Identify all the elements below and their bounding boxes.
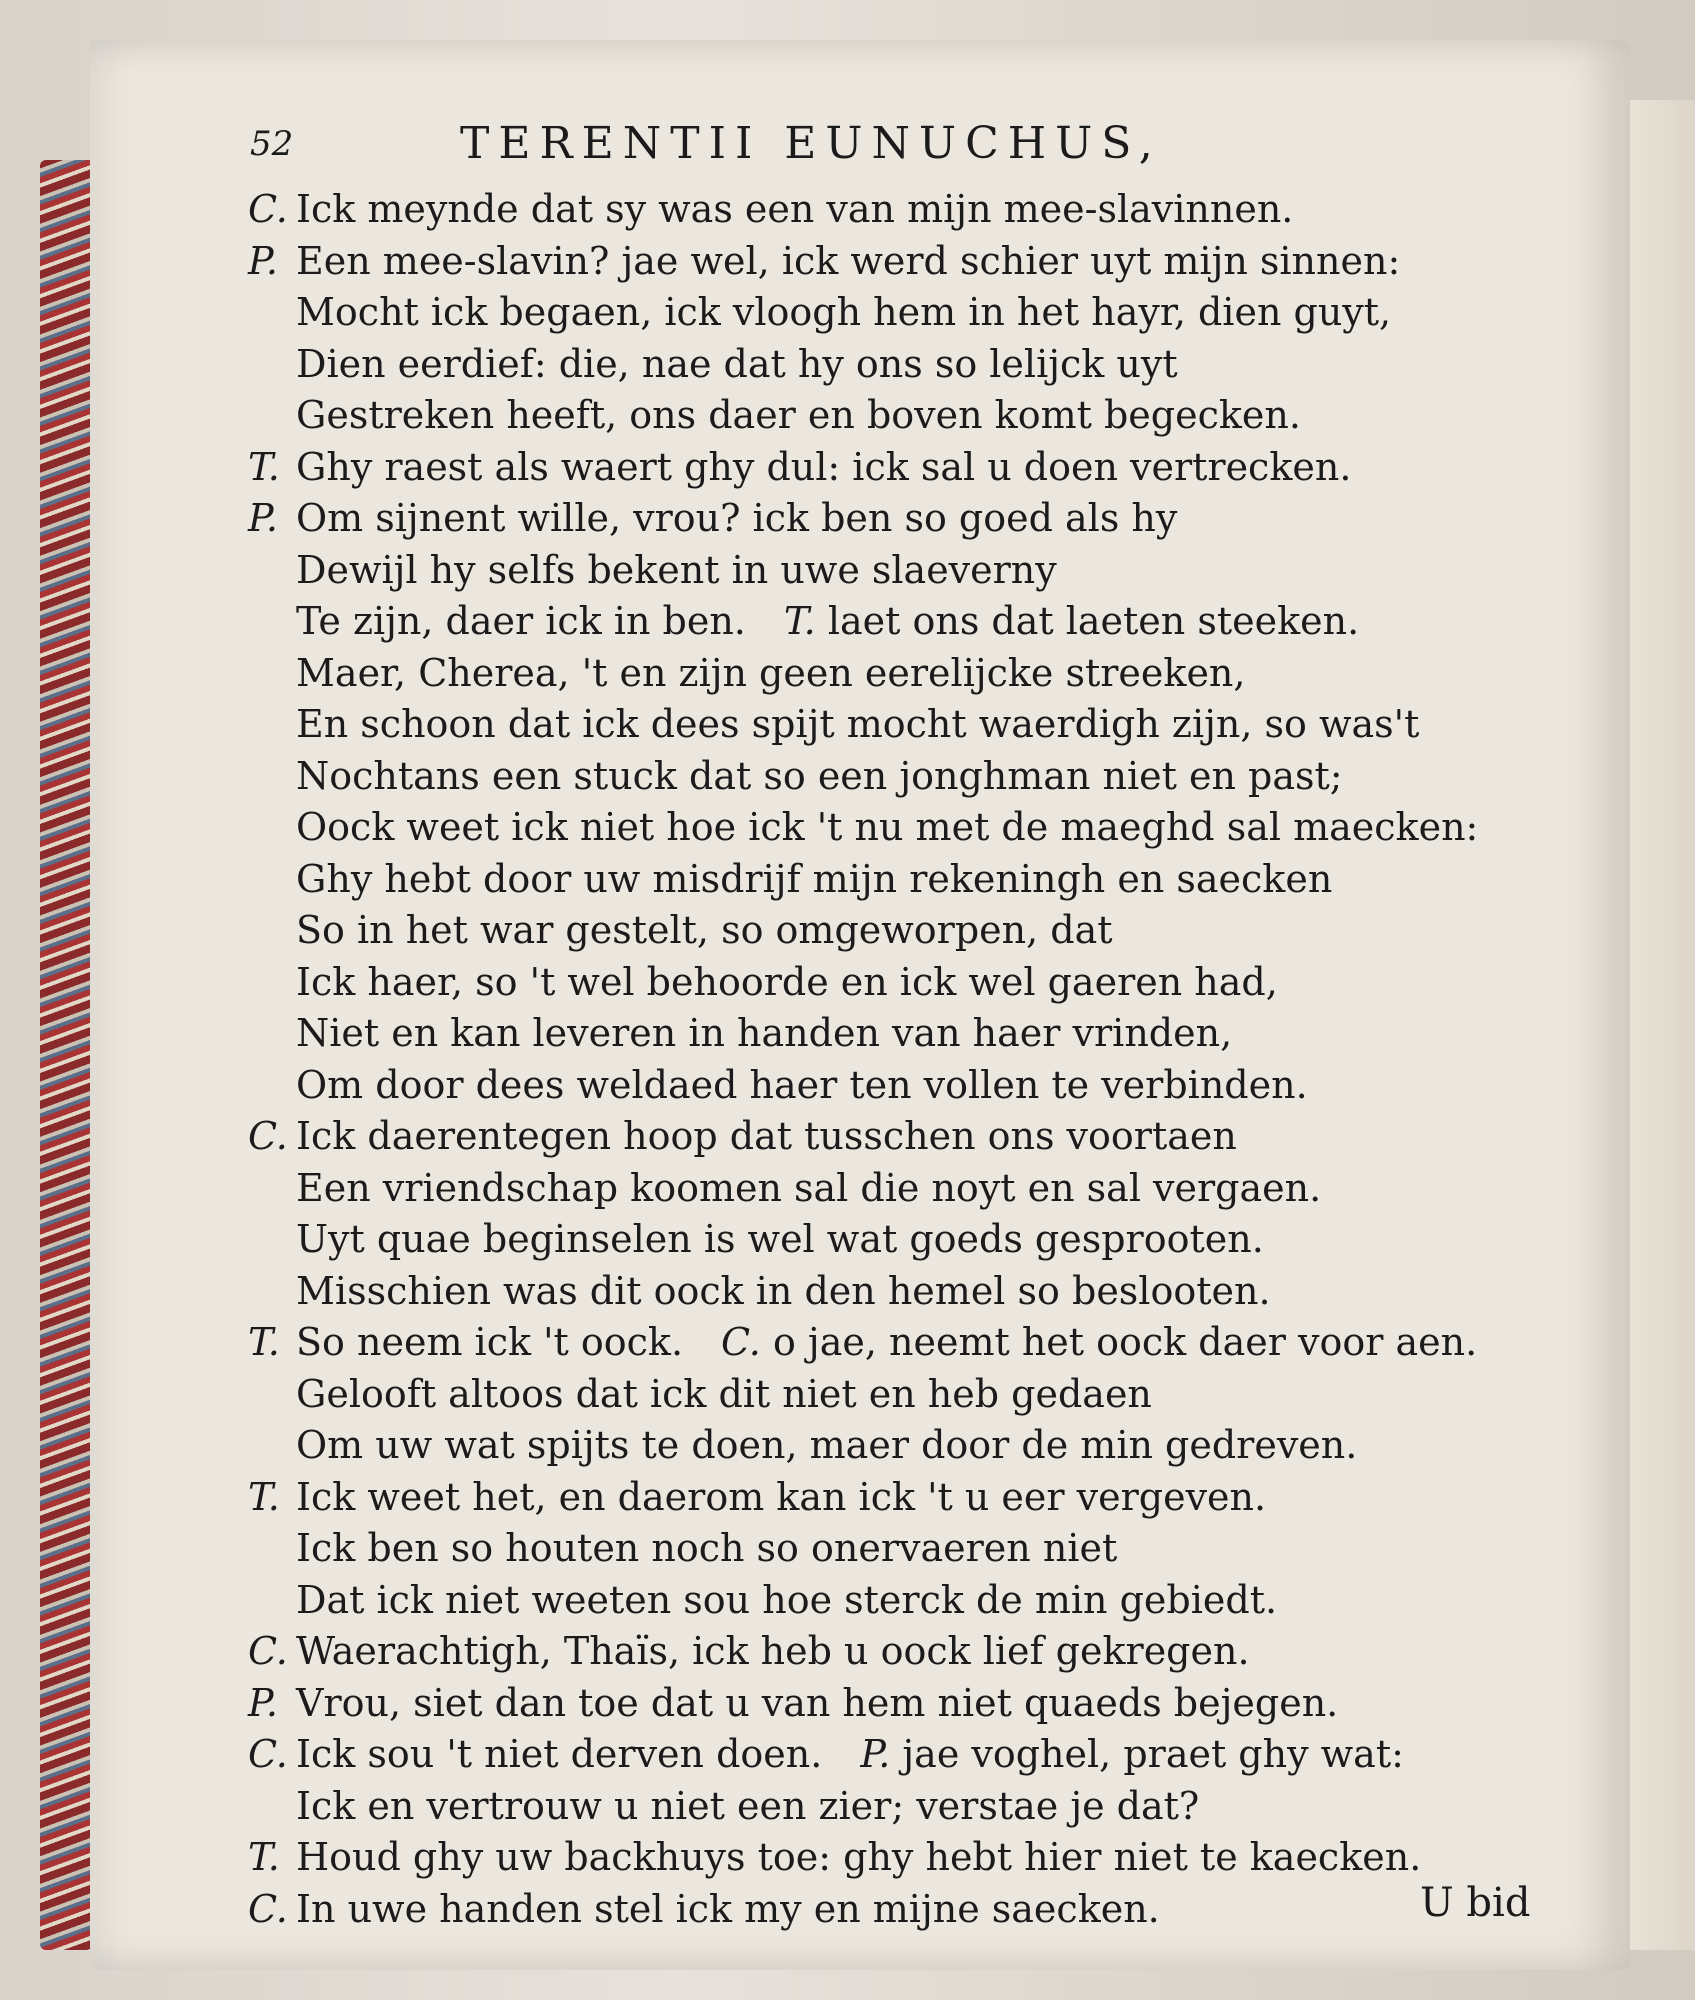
line-text bbox=[296, 905, 1113, 957]
line-text-main: Ick weet het, en daerom kan ick 't u eer vergeven. bbox=[296, 1474, 1267, 1519]
page-number: 52 bbox=[250, 124, 294, 164]
speaker-label: T. bbox=[248, 1835, 280, 1879]
verse-line bbox=[248, 1832, 1548, 1884]
verse-line bbox=[248, 1626, 1548, 1678]
line-text bbox=[296, 1317, 1477, 1369]
line-text-main: Gelooft altoos dat ick dit niet en heb gedaen bbox=[296, 1371, 1152, 1416]
verse-line bbox=[248, 1678, 1548, 1730]
line-text-main: Dewijl hy selfs bekent in uwe slaeverny bbox=[296, 547, 1057, 592]
verse-line bbox=[248, 1111, 1548, 1163]
line-text-main: So neem ick 't oock. bbox=[296, 1320, 684, 1364]
line-text-main: Ick meynde dat sy was een van mijn mee-slavinnen. bbox=[296, 187, 1294, 231]
verse-line bbox=[248, 390, 1548, 442]
line-text bbox=[296, 1369, 1152, 1421]
line-text bbox=[296, 1111, 1237, 1163]
inline-speaker-label: P. bbox=[860, 1732, 891, 1776]
line-text-main: Dat ick niet weeten sou hoe sterck de min gebiedt. bbox=[296, 1577, 1278, 1622]
line-text-main: Een vriendschap koomen sal die noyt en sal vergaen. bbox=[296, 1165, 1322, 1210]
line-text-main: Misschien was dit oock in den hemel so beslooten. bbox=[296, 1268, 1271, 1313]
line-text bbox=[296, 1472, 1266, 1524]
line-text bbox=[296, 802, 1478, 854]
line-text bbox=[296, 1729, 1404, 1781]
page-header bbox=[250, 118, 1360, 182]
line-text bbox=[296, 184, 1293, 236]
line-text bbox=[296, 1884, 1160, 1936]
line-text bbox=[296, 854, 1332, 906]
line-text-main: Houd ghy uw backhuys toe: ghy hebt hier niet te kaecken. bbox=[296, 1835, 1422, 1879]
marbled-page-edge bbox=[40, 160, 95, 1950]
speaker-label: T. bbox=[248, 1474, 280, 1519]
speaker-label: T. bbox=[248, 444, 280, 489]
line-text bbox=[296, 1832, 1421, 1884]
line-text bbox=[296, 751, 1343, 803]
line-text-main: Gestreken heeft, ons daer en boven komt begecken. bbox=[296, 393, 1301, 437]
line-text-main: Nochtans een stuck dat so een jonghman niet en past; bbox=[296, 753, 1343, 798]
verse-line bbox=[248, 1214, 1548, 1266]
line-text bbox=[296, 390, 1301, 442]
line-text-rest: jae voghel, praet ghy wat: bbox=[902, 1732, 1404, 1776]
catchword: U bid bbox=[1420, 1880, 1531, 1926]
speaker-label: C. bbox=[248, 1629, 288, 1673]
line-text bbox=[296, 1523, 1117, 1575]
speaker-label: C. bbox=[248, 1886, 288, 1931]
line-text bbox=[296, 596, 1359, 648]
verse-line bbox=[248, 1781, 1548, 1833]
line-text-main: Om door dees weldaed haer ten vollen te verbinden. bbox=[296, 1062, 1308, 1107]
line-text-main: Waerachtigh, Thaïs, ick heb u oock lief gekregen. bbox=[296, 1629, 1250, 1673]
line-text bbox=[296, 1678, 1338, 1730]
verse-line bbox=[248, 442, 1548, 494]
line-text bbox=[296, 339, 1178, 391]
line-text-main: Ghy raest als waert ghy dul: ick sal u doen vertrecken. bbox=[296, 444, 1352, 489]
verse-line bbox=[248, 1523, 1548, 1575]
line-text-main: Om sijnent wille, vrou? ick ben so goed als hy bbox=[296, 496, 1178, 540]
verse-line bbox=[248, 751, 1548, 803]
line-text-rest: laet ons dat laeten steeken. bbox=[827, 599, 1360, 643]
verse-line bbox=[248, 1317, 1548, 1369]
line-text-main: Te zijn, daer ick in ben. bbox=[296, 599, 746, 643]
verse-line bbox=[248, 1369, 1548, 1421]
line-text-rest: o jae, neemt het oock daer voor aen. bbox=[772, 1320, 1478, 1364]
line-text-main: Ick sou 't niet derven doen. bbox=[296, 1732, 823, 1776]
verse-line bbox=[248, 493, 1548, 545]
play-text bbox=[248, 184, 1548, 1935]
speaker-label: P. bbox=[248, 238, 278, 283]
verse-line bbox=[248, 1575, 1548, 1627]
line-text-main: Uyt quae beginselen is wel wat goeds gesprooten. bbox=[296, 1217, 1264, 1261]
line-text-main: Niet en kan leveren in handen van haer vrinden, bbox=[296, 1011, 1233, 1055]
line-text-main: Ghy hebt door uw misdrijf mijn rekeningh en saecken bbox=[296, 856, 1333, 901]
verse-line bbox=[248, 339, 1548, 391]
speaker-label: P. bbox=[248, 496, 278, 540]
line-text-main: Vrou, siet dan toe dat u van hem niet quaeds bejegen. bbox=[296, 1680, 1339, 1725]
line-text bbox=[296, 1781, 1199, 1833]
speaker-label: C. bbox=[248, 1114, 288, 1158]
line-text bbox=[296, 493, 1177, 545]
line-text-main: En schoon dat ick dees spijt mocht waerdigh zijn, so was't bbox=[296, 702, 1420, 746]
speaker-label: P. bbox=[248, 1680, 278, 1725]
speaker-label: C. bbox=[248, 187, 288, 231]
line-text bbox=[296, 545, 1057, 597]
verse-line bbox=[248, 802, 1548, 854]
line-text bbox=[296, 1626, 1250, 1678]
line-text-main: Mocht ick begaen, ick vloogh hem in het hayr, dien guyt, bbox=[296, 290, 1392, 334]
line-text bbox=[296, 648, 1245, 700]
verse-line bbox=[248, 854, 1548, 906]
verse-line bbox=[248, 1060, 1548, 1112]
line-text bbox=[296, 1266, 1271, 1318]
line-text-main: Dien eerdief: die, nae dat hy ons so lelijck uyt bbox=[296, 341, 1178, 386]
verse-line bbox=[248, 648, 1548, 700]
verse-line bbox=[248, 545, 1548, 597]
speaker-label: C. bbox=[248, 1732, 288, 1776]
line-text bbox=[296, 1008, 1232, 1060]
verse-line bbox=[248, 699, 1548, 751]
line-text bbox=[296, 236, 1400, 288]
inline-speaker-label: C. bbox=[721, 1320, 761, 1364]
verse-line bbox=[248, 1420, 1548, 1472]
line-text-main: Ick en vertrouw u niet een zier; verstae je dat? bbox=[296, 1783, 1200, 1828]
verse-line bbox=[248, 1266, 1548, 1318]
line-text-main: Ick ben so houten noch so onervaeren niet bbox=[296, 1526, 1118, 1570]
verse-line bbox=[248, 1163, 1548, 1215]
line-text bbox=[296, 1163, 1321, 1215]
line-text-main: Ick daerentegen hoop dat tusschen ons voortaen bbox=[296, 1114, 1237, 1158]
line-text bbox=[296, 699, 1419, 751]
line-text-main: Een mee-slavin? jae wel, ick werd schier uyt mijn sinnen: bbox=[296, 238, 1401, 283]
line-text-main: Om uw wat spijts te doen, maer door de min gedreven. bbox=[296, 1423, 1358, 1467]
verse-line bbox=[248, 184, 1548, 236]
line-text-main: Maer, Cherea, 't en zijn geen eerelijcke streeken, bbox=[296, 650, 1246, 695]
line-text-main: Oock weet ick niet hoe ick 't nu met de maeghd sal maecken: bbox=[296, 805, 1479, 849]
line-text-main: In uwe handen stel ick my en mijne saecken. bbox=[296, 1886, 1160, 1931]
line-text bbox=[296, 1060, 1308, 1112]
running-head: TERENTII EUNUCHUS, bbox=[460, 118, 1162, 169]
verse-line bbox=[248, 957, 1548, 1009]
line-text bbox=[296, 1214, 1264, 1266]
verse-line bbox=[248, 596, 1548, 648]
line-text bbox=[296, 442, 1351, 494]
verse-line bbox=[248, 905, 1548, 957]
line-text-main: So in het war gestelt, so omgeworpen, dat bbox=[296, 908, 1113, 952]
verse-line bbox=[248, 236, 1548, 288]
speaker-label: T. bbox=[248, 1320, 280, 1364]
line-text bbox=[296, 1420, 1357, 1472]
line-text bbox=[296, 287, 1391, 339]
line-text bbox=[296, 957, 1278, 1009]
line-text bbox=[296, 1575, 1277, 1627]
inline-speaker-label: T. bbox=[783, 599, 816, 643]
verse-line bbox=[248, 1008, 1548, 1060]
line-text-main: Ick haer, so 't wel behoorde en ick wel gaeren had, bbox=[296, 959, 1278, 1004]
verse-line bbox=[248, 1884, 1548, 1936]
verse-line bbox=[248, 1472, 1548, 1524]
verse-line bbox=[248, 287, 1548, 339]
verse-line bbox=[248, 1729, 1548, 1781]
